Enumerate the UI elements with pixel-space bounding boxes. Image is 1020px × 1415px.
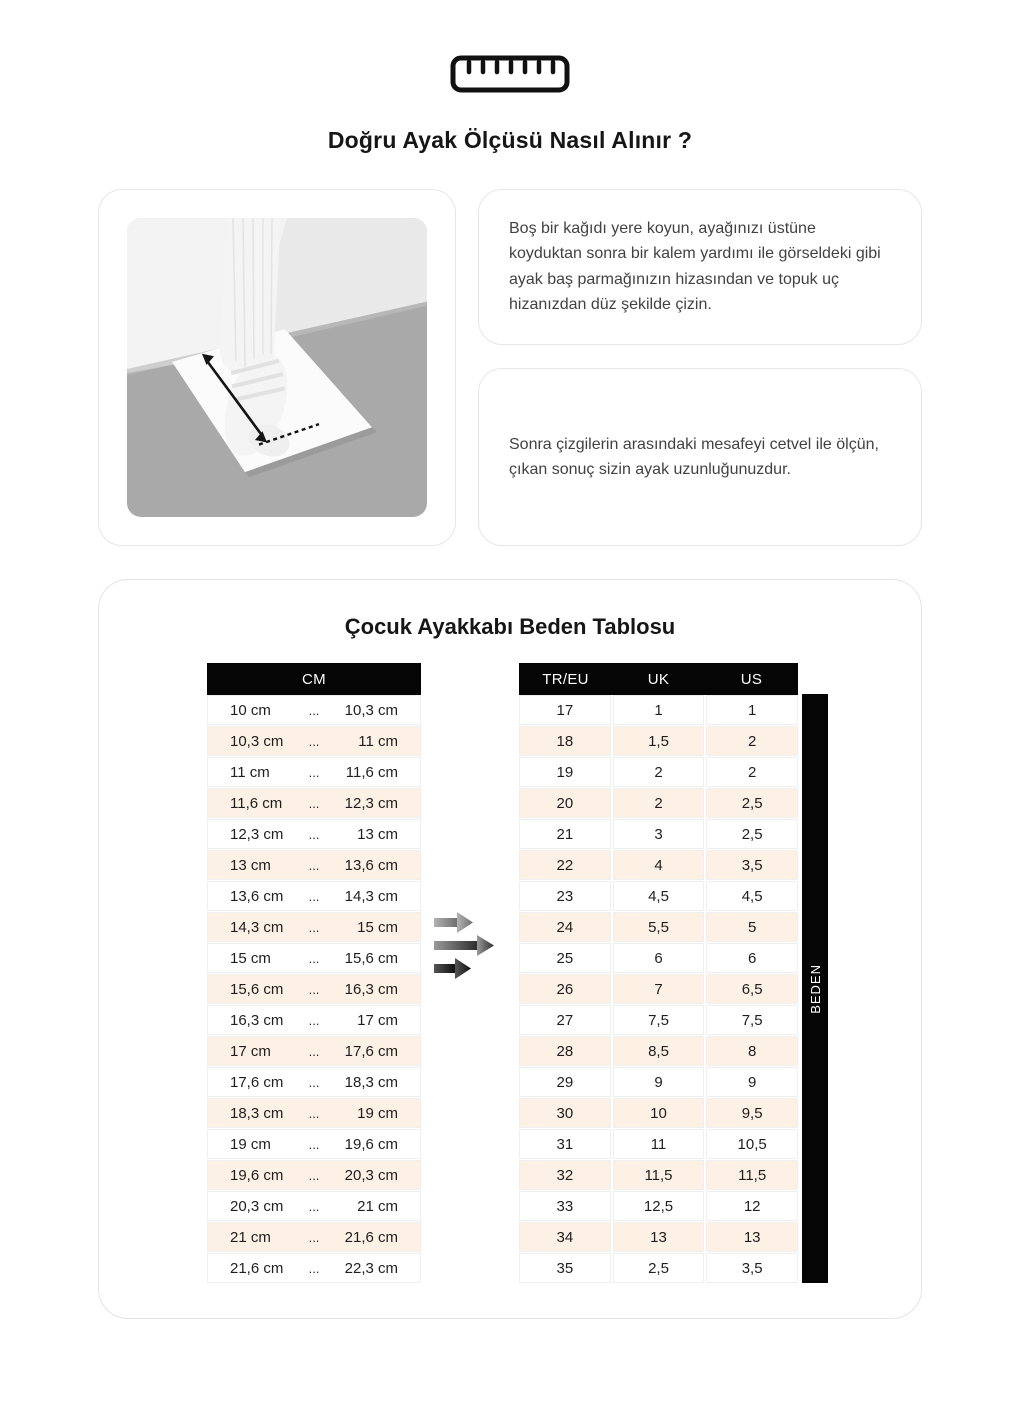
cm-table-row	[207, 757, 421, 787]
cm-range-to: 14,3 cm	[344, 887, 398, 905]
cm-table-row	[207, 1160, 421, 1190]
size-table-row	[519, 881, 798, 911]
range-separator: ...	[308, 1012, 320, 1028]
cm-range-to: 22,3 cm	[344, 1259, 398, 1277]
cm-range-from: 14,3 cm	[230, 918, 284, 936]
size-us: 2	[706, 757, 798, 787]
size-tr-eu: 19	[519, 757, 611, 787]
size-uk: 2	[613, 757, 705, 787]
size-us: 2,5	[706, 819, 798, 849]
cm-range-to: 11,6 cm	[345, 763, 398, 781]
size-tr-eu: 28	[519, 1036, 611, 1066]
cm-table-row	[207, 1098, 421, 1128]
cm-range-from: 17 cm	[230, 1042, 271, 1060]
range-separator: ...	[308, 1198, 320, 1214]
cm-range-to: 12,3 cm	[344, 794, 398, 812]
cm-range-to: 13 cm	[357, 825, 398, 843]
range-separator: ...	[308, 826, 320, 842]
header-tr-eu: TR/EU	[542, 670, 589, 688]
size-table-row	[519, 1098, 798, 1128]
size-table-title: Çocuk Ayakkabı Beden Tablosu	[344, 614, 676, 639]
instruction-card-2	[478, 368, 922, 546]
cm-table-row	[207, 788, 421, 818]
size-table-row	[519, 1036, 798, 1066]
cm-table-row	[207, 1253, 421, 1283]
cm-range-to: 19,6 cm	[344, 1135, 398, 1153]
cm-table-row	[207, 912, 421, 942]
size-uk: 7	[613, 974, 705, 1004]
beden-side-label-bar	[802, 694, 828, 1283]
ruler-icon	[450, 55, 570, 93]
howto-section	[98, 189, 922, 546]
size-table-row	[519, 1222, 798, 1252]
size-table-row	[519, 1005, 798, 1035]
header-us: US	[740, 670, 763, 688]
page-title: Doğru Ayak Ölçüsü Nasıl Alınır ?	[327, 127, 693, 153]
cm-range-to: 19 cm	[357, 1104, 398, 1122]
header-uk: UK	[647, 670, 670, 688]
cm-range-from: 10 cm	[230, 701, 271, 719]
size-uk: 6	[613, 943, 705, 973]
size-table-body	[519, 695, 798, 1283]
size-us: 2	[706, 726, 798, 756]
size-table-row	[519, 819, 798, 849]
size-us: 9,5	[706, 1098, 798, 1128]
size-table-row	[519, 1253, 798, 1283]
size-us: 7,5	[706, 1005, 798, 1035]
international-size-table	[519, 663, 798, 1284]
range-separator: ...	[308, 764, 320, 780]
cm-range-to: 17,6 cm	[344, 1042, 398, 1060]
cm-range-to: 15,6 cm	[344, 949, 398, 967]
size-uk: 13	[613, 1222, 705, 1252]
cm-range-to: 16,3 cm	[344, 980, 398, 998]
cm-table-row	[207, 974, 421, 1004]
range-separator: ...	[308, 1105, 320, 1121]
range-separator: ...	[308, 950, 320, 966]
cm-table-row	[207, 1222, 421, 1252]
cm-table-row	[207, 1129, 421, 1159]
size-table-row	[519, 1191, 798, 1221]
size-us: 3,5	[706, 850, 798, 880]
size-table-row	[519, 974, 798, 1004]
cm-table-row	[207, 726, 421, 756]
range-separator: ...	[308, 857, 320, 873]
size-uk: 12,5	[613, 1191, 705, 1221]
size-table-row	[519, 757, 798, 787]
size-uk: 1,5	[613, 726, 705, 756]
cm-range-from: 10,3 cm	[230, 732, 284, 750]
size-uk: 5,5	[613, 912, 705, 942]
range-separator: ...	[308, 1136, 320, 1152]
size-table-row	[519, 726, 798, 756]
cm-table-row	[207, 850, 421, 880]
size-us: 4,5	[706, 881, 798, 911]
size-us: 8	[706, 1036, 798, 1066]
cm-range-from: 11 cm	[230, 763, 270, 781]
cm-table-row	[207, 943, 421, 973]
cm-table	[207, 663, 421, 1284]
size-tr-eu: 33	[519, 1191, 611, 1221]
cm-range-from: 16,3 cm	[230, 1011, 284, 1029]
cm-range-to: 13,6 cm	[344, 856, 398, 874]
size-tr-eu: 30	[519, 1098, 611, 1128]
size-table-row	[519, 912, 798, 942]
size-us: 6	[706, 943, 798, 973]
range-separator: ...	[308, 1229, 320, 1245]
size-uk: 11,5	[613, 1160, 705, 1190]
instruction-step1-text: Boş bir kağıdı yere koyun, ayağınızı üstüne koyduktan sonra bir kalem yardımı ile görseldeki gibi ayak baş parmağınızın hizasından ve topuk uç hizanızdan düz şekilde çizin.	[509, 220, 881, 313]
size-uk: 11	[613, 1129, 705, 1159]
cm-range-from: 13 cm	[230, 856, 271, 874]
size-us: 11,5	[706, 1160, 798, 1190]
size-us: 5	[706, 912, 798, 942]
size-uk: 4	[613, 850, 705, 880]
size-tr-eu: 24	[519, 912, 611, 942]
range-separator: ...	[308, 733, 320, 749]
cm-range-from: 19 cm	[230, 1135, 271, 1153]
cm-table-row	[207, 1067, 421, 1097]
size-table-header-row	[519, 663, 798, 695]
cm-table-row	[207, 819, 421, 849]
size-tr-eu: 23	[519, 881, 611, 911]
range-separator: ...	[308, 1260, 320, 1276]
cm-table-body	[207, 695, 421, 1283]
instruction-card-1	[478, 189, 922, 345]
cm-range-to: 15 cm	[357, 918, 398, 936]
range-separator: ...	[308, 888, 320, 904]
size-tr-eu: 34	[519, 1222, 611, 1252]
cm-range-from: 11,6 cm	[230, 794, 283, 812]
size-us: 6,5	[706, 974, 798, 1004]
size-table-row	[519, 1067, 798, 1097]
size-tr-eu: 18	[519, 726, 611, 756]
cm-range-from: 19,6 cm	[230, 1166, 284, 1184]
cm-range-to: 20,3 cm	[344, 1166, 398, 1184]
size-tr-eu: 35	[519, 1253, 611, 1283]
triple-arrow-right-icon	[432, 908, 512, 980]
size-table-row	[519, 943, 798, 973]
size-tr-eu: 22	[519, 850, 611, 880]
size-table-row	[519, 788, 798, 818]
cm-range-from: 21,6 cm	[230, 1259, 284, 1277]
range-separator: ...	[308, 981, 320, 997]
cm-range-from: 15 cm	[230, 949, 271, 967]
size-uk: 4,5	[613, 881, 705, 911]
size-uk: 3	[613, 819, 705, 849]
size-table-section	[98, 579, 922, 1319]
size-us: 13	[706, 1222, 798, 1252]
cm-range-to: 18,3 cm	[344, 1073, 398, 1091]
size-us: 3,5	[706, 1253, 798, 1283]
foot-measure-image-card	[98, 189, 456, 546]
cm-table-row	[207, 881, 421, 911]
size-us: 12	[706, 1191, 798, 1221]
size-tr-eu: 31	[519, 1129, 611, 1159]
size-us: 10,5	[706, 1129, 798, 1159]
cm-range-from: 12,3 cm	[230, 825, 284, 843]
size-tr-eu: 27	[519, 1005, 611, 1035]
size-uk: 1	[613, 695, 705, 725]
size-table-row	[519, 695, 798, 725]
size-tr-eu: 32	[519, 1160, 611, 1190]
size-tr-eu: 29	[519, 1067, 611, 1097]
instruction-step2-text: Sonra çizgilerin arasındaki mesafeyi cetvel ile ölçün, çıkan sonuç sizin ayak uzunluğunuzdur.	[509, 435, 879, 478]
cm-range-to: 10,3 cm	[344, 701, 398, 719]
size-us: 2,5	[706, 788, 798, 818]
range-separator: ...	[308, 1074, 320, 1090]
size-tr-eu: 25	[519, 943, 611, 973]
size-uk: 7,5	[613, 1005, 705, 1035]
size-tr-eu: 21	[519, 819, 611, 849]
size-tr-eu: 26	[519, 974, 611, 1004]
size-uk: 2	[613, 788, 705, 818]
cm-table-row	[207, 1191, 421, 1221]
size-tr-eu: 17	[519, 695, 611, 725]
cm-range-from: 17,6 cm	[230, 1073, 284, 1091]
size-uk: 9	[613, 1067, 705, 1097]
cm-range-from: 13,6 cm	[230, 887, 284, 905]
cm-range-from: 20,3 cm	[230, 1197, 284, 1215]
size-uk: 2,5	[613, 1253, 705, 1283]
range-separator: ...	[308, 919, 320, 935]
size-tr-eu: 20	[519, 788, 611, 818]
cm-range-from: 15,6 cm	[230, 980, 284, 998]
size-us: 1	[706, 695, 798, 725]
size-uk: 10	[613, 1098, 705, 1128]
size-table-row	[519, 1160, 798, 1190]
cm-table-row	[207, 1005, 421, 1035]
range-separator: ...	[308, 795, 320, 811]
size-table-row	[519, 1129, 798, 1159]
cm-range-from: 18,3 cm	[230, 1104, 284, 1122]
howto-text-column	[478, 189, 922, 546]
size-table-row	[519, 850, 798, 880]
cm-range-to: 21 cm	[357, 1197, 398, 1215]
cm-range-from: 21 cm	[230, 1228, 271, 1246]
cm-range-to: 21,6 cm	[344, 1228, 398, 1246]
cm-range-to: 17 cm	[357, 1011, 398, 1029]
beden-label: BEDEN	[807, 963, 823, 1014]
size-us: 9	[706, 1067, 798, 1097]
cm-table-header: CM	[207, 663, 421, 695]
range-separator: ...	[308, 702, 320, 718]
cm-table-row	[207, 1036, 421, 1066]
size-uk: 8,5	[613, 1036, 705, 1066]
range-separator: ...	[308, 1167, 320, 1183]
cm-table-row	[207, 695, 421, 725]
range-separator: ...	[308, 1043, 320, 1059]
cm-range-to: 11 cm	[358, 732, 398, 750]
foot-on-paper-photo	[127, 218, 427, 517]
